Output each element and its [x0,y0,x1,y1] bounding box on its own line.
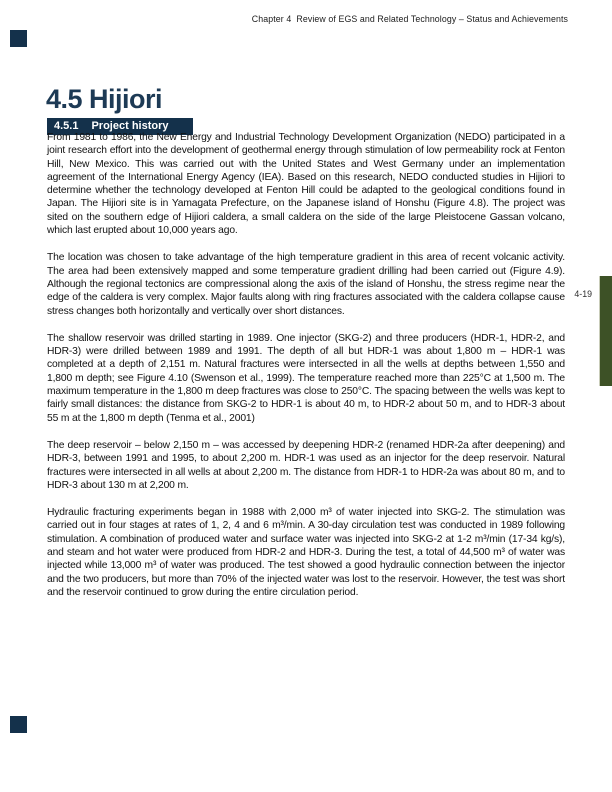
corner-mark-top-left [10,30,27,47]
paragraph-hydraulic-fracturing: Hydraulic fracturing experiments began in 1988 with 2,000 m³ of water injected into SKG-2. The stimulation was carried out in four stages at rates of 1, 2, 4 and 6 m³/min. A 30-day circulation test was conducted in 1989 following stimulation. A combination of produced water and surface water was injected into SKG-2 at 1-2 m³/min (17-34 kg/s), and steam and hot water were produced from HDR-2 and HDR-3. During the test, a total of 44,500 m³ of water was injected while 13,000 m³ of water was produced. The test showed a good hydraulic connection between the injector and the two producers, but more than 70% of the injected water was lost to the reservoir. However, the test was short and the reservoir continued to grow during the entire circulation period. [47,507,565,598]
running-header: Chapter 4 Review of EGS and Related Technology – Status and Achievements [251,14,568,24]
body-text [47,131,565,613]
paragraph-shallow-reservoir: The shallow reservoir was drilled starting in 1989. One injector (SKG-2) and three producers (HDR-1, HDR-2, and HDR-3) were drilled between 1989 and 1991. The depth of all but HDR-1 was about 1,800 m – HDR-1 was completed at a depth of 2,151 m. Natural fractures were intersected in all the wells at depths between 1,550 and 1,800 m depth; see Figure 4.10 (Swenson et al., 1999). The temperature reached more than 225°C at 1,500 m. The maximum temperature in the 1,800 m deep fractures was close to 250°C. The spacing between the wells was kept to fairly small distances: the distance from SKG-2 to HDR-1 is about 40 m, to HDR-2 about 50 m, and to HDR-3 about 55 m at the 1,800 m depth (Tenma et al., 2001) [47,332,565,424]
paragraph-deep-reservoir: The deep reservoir – below 2,150 m – was accessed by deepening HDR-2 (renamed HDR-2a after deepening) and HDR-3, between 1991 and 1995, to about 2,200 m. HDR-1 was used as an injector for the deep reservoir. Natural fractures were intersected in all wells at about 2,200 m. The distance from HDR-1 to HDR-2a was about 80 m, and to HDR-3 about 130 m at 2,200 m. [47,439,565,491]
page-number: 4-19 [574,289,592,299]
subsection-number: 4.5.1 [54,120,79,132]
chapter-edge-tab [599,276,612,386]
corner-mark-bottom-left [10,716,27,733]
paragraph-site-selection: The location was chosen to take advantage of the high temperature gradient in this area of recent volcanic activity. The area had been extensively mapped and some temperature gradient drilling had been carried out (Figure 4.9). Although the regional tectonics are compressional along the axis of the island of Honshu, the stress regime near the edge of the caldera is very complex. Major faults along with ring fractures associated with the caldera collapse cause stress changes both horizontally and vertically over short distances. [47,252,565,317]
section-heading: 4.5 Hijiori [46,84,163,114]
paragraph-project-origin: From 1981 to 1986, the New Energy and Industrial Technology Development Organization (NEDO) participated in a joint research effort into the development of geothermal energy through stimulation of low permeability rock at Fenton Hill, New Mexico. This was carried out with the United States and West Germany under an implementation agreement of the International Energy Agency (IEA). Based on this research, NEDO conducted studies in Hijiori to determine whether the technology developed at Fenton Hill could be adapted to the geological conditions found in Japan. The Hijiori site is in Yamagata Prefecture, on the Japanese island of Honshu (Figure 4.8). The project was sited on the southern edge of Hijiori caldera, a small caldera on the side of the large Pleistocene Gassan volcano, which last erupted about 10,000 years ago. [47,132,565,237]
subsection-title: Project history [91,120,169,132]
